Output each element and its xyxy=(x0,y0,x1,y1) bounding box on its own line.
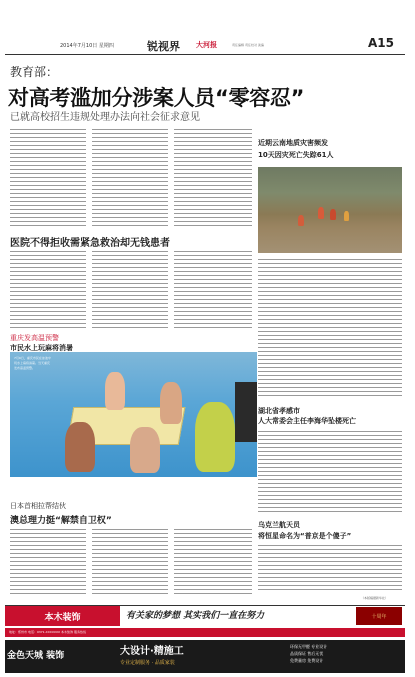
header-divider xyxy=(5,54,405,55)
article-subhead: 已就高校招生违规处理办法向社会征求意见 xyxy=(10,112,200,123)
section-title: 锐视界 xyxy=(147,40,180,53)
ad-anniversary-badge: 十周年 xyxy=(356,607,402,625)
ad-brand-logo: 本木装饰 xyxy=(5,606,120,626)
landslide-photo xyxy=(258,167,402,253)
article-body-column xyxy=(174,128,252,228)
ad2-feature-list xyxy=(290,643,400,664)
article-kicker: 教育部： xyxy=(10,65,59,79)
ad2-feature: 免费量房 免费设计 xyxy=(290,658,324,663)
ad2-subline: 专业定制服务 · 品质家装 xyxy=(120,660,175,666)
astronaut-headline: 将恒星命名为“普京是个傻子” xyxy=(258,532,352,540)
hospital-body-column xyxy=(92,250,168,328)
pool-headline: 市民水上玩麻将消暑 xyxy=(10,344,73,352)
newspaper-logo: 大河报 xyxy=(196,41,217,49)
hubei-body xyxy=(258,430,402,514)
astronaut-body xyxy=(258,544,402,592)
source-credit: （本版稿据新华社） xyxy=(361,596,389,600)
article-headline: 对高考滥加分涉案人员“零容忍” xyxy=(8,86,305,110)
editor-credits: 责任编辑 责任校对 美编 xyxy=(232,43,264,47)
pool-photo-caption: 7月9日，重庆市民在泳池中玩水上麻将消暑。当天重庆发布高温预警。 xyxy=(14,356,51,370)
hubei-kicker: 湖北省孝感市 xyxy=(258,407,300,415)
japan-headline: 澳总理力挺“解禁自卫权” xyxy=(10,516,112,526)
page-number: A15 xyxy=(368,36,394,50)
sidebox-body xyxy=(258,258,402,398)
astronaut-kicker: 乌克兰航天员 xyxy=(258,521,300,529)
ad2-feature: 品质保证 售后无忧 xyxy=(290,651,324,656)
ad-contact-text: 地址：郑州市 电话：0371-XXXXXXX 本木装饰 服务热线 xyxy=(9,630,86,634)
article-body-column xyxy=(92,128,168,228)
japan-body-column xyxy=(174,528,252,596)
pool-kicker: 重庆发高温预警 xyxy=(10,334,59,342)
sidebox-subtitle: 10天因灾死亡失踪61人 xyxy=(258,151,334,159)
ad2-tagline: 大设计·精施工 xyxy=(120,646,184,657)
japan-body-column xyxy=(10,528,86,596)
ad-contact-strip xyxy=(5,628,405,637)
article-body-column xyxy=(10,128,86,228)
ad2-brand-logo: 金色天城 装饰 xyxy=(7,651,65,661)
issue-date: 2014年7月10日 星期四 xyxy=(60,43,114,49)
hospital-body-column xyxy=(10,250,86,328)
hospital-body-column xyxy=(174,250,252,328)
japan-kicker: 日本首相拉帮结伙 xyxy=(10,502,66,510)
sidebox-title: 近期云南地质灾害频发 xyxy=(258,139,328,147)
hubei-headline: 人大常委会主任李海华坠楼死亡 xyxy=(258,417,356,425)
ad2-feature: 环保无甲醛 专业设计 xyxy=(290,644,328,649)
hospital-headline: 医院不得拒收需紧急救治却无钱患者 xyxy=(10,238,170,249)
ad-slogan: 有关家的梦想 其实我们一直在努力 xyxy=(126,611,265,621)
japan-body-column xyxy=(92,528,168,596)
